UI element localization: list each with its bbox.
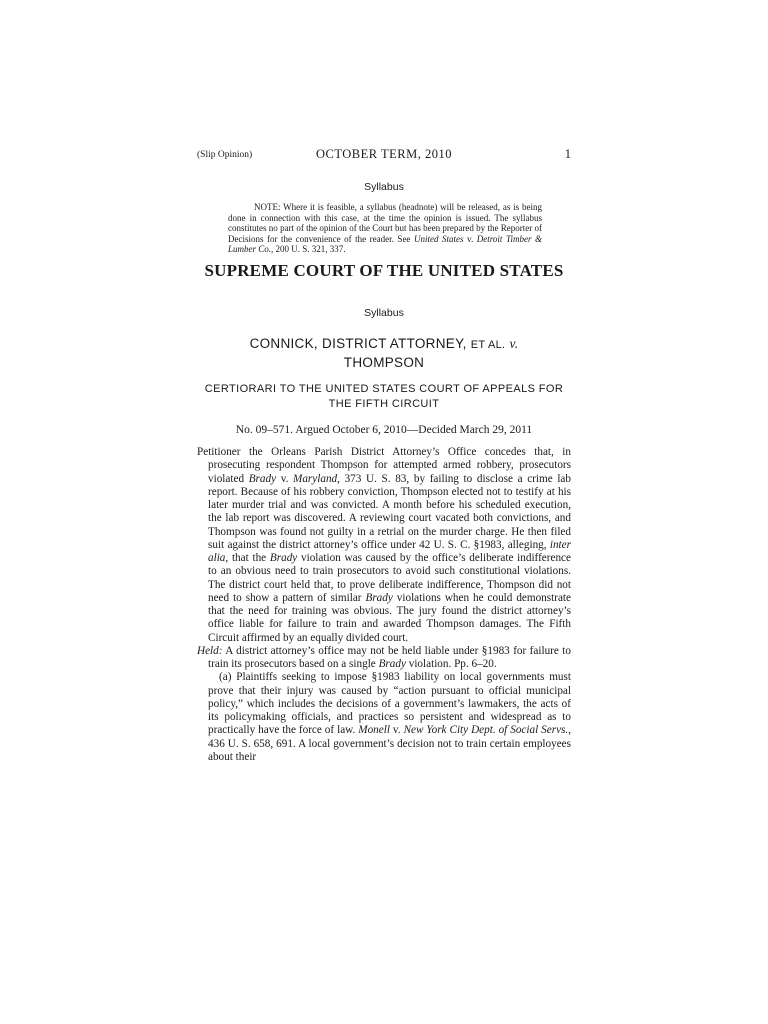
held-label: Held: — [197, 644, 223, 657]
facts-paragraph: Petitioner the Orleans Parish District Attorney’s Office concedes that, in prosecuting respondent Thompson for attempted armed robbery, prosecutors violated Brady v. Maryland, 373 U. S. 83, by failing to disclose a crime lab report. Because of his robbery conviction, Thompson elected not to testify at his later murder trial and was convicted. A month before his scheduled execution, the lab report was discovered. A reviewing court vacated both convictions, and Thompson was found not guilty in a retrial on the murder charge. He then filed suit against the district attorney’s office under 42 U. S. C. §1983, alleging, inter alia, that the Brady violation was caused by the office’s deliberate indifference to an obvious need to train prosecutors to avoid such constitutional violations. The district court held that, to prove deliberate indifference, Thompson did not need to show a pattern of similar Brady violations when he could demonstrate that the need for training was obvious. The jury found the district attorney’s office liable for failure to train and awarded Thompson damages. The Fifth Circuit affirmed by an equally divided court. — [197, 446, 572, 644]
syllabus-heading: Syllabus — [364, 307, 404, 319]
et-al: ET AL. — [470, 339, 506, 351]
respondent-name: THOMPSON — [343, 355, 425, 370]
slip-opinion-label: (Slip Opinion) — [197, 150, 253, 160]
subpart-a-paragraph: (a) Plaintiffs seeking to impose §1983 liability on local governments must prove that their injury was caused by “action pursuant to official municipal policy,” which includes the decisions of a government’s lawmakers, the acts of its policymaking officials, and practices so persistent and widespread as to practically have the force of law. Monell v. New York City Dept. of Social Servs., 436 U. S. 658, 691. A local government’s decision not to train certain employees about their — [208, 671, 571, 763]
versus: v. — [509, 336, 519, 351]
running-header — [197, 147, 571, 165]
certiorari-heading: CERTIORARI TO THE UNITED STATES COURT OF APPEALS FOR THE FIFTH CIRCUIT — [204, 383, 564, 410]
holding-paragraph: Held: A district attorney’s office may not be held liable under §1983 for failure to train its prosecutors based on a single Brady violation. Pp. 6–20. — [197, 644, 571, 670]
docket-line: No. 09–571. Argued October 6, 2010—Decided March 29, 2011 — [235, 424, 533, 436]
syllabus-body — [197, 446, 571, 764]
term-label: OCTOBER TERM, 2010 — [316, 147, 452, 161]
page-number: 1 — [564, 147, 571, 161]
reporter-note: NOTE: Where it is feasible, a syllabus (headnote) will be released, as is being done in connection with this case, at the time the opinion is issued. The syllabus constitutes no part of the opinion of the Court but has been prepared by the Reporter of Decisions for the convenience of the reader. See United States v. Detroit Timber & Lumber Co., 200 U. S. 321, 337. — [228, 202, 542, 255]
petitioner-name: CONNICK, DISTRICT ATTORNEY, — [249, 336, 467, 351]
case-caption — [0, 335, 768, 371]
syllabus-heading-top: Syllabus — [364, 181, 404, 193]
court-title: SUPREME COURT OF THE UNITED STATES — [204, 261, 564, 280]
